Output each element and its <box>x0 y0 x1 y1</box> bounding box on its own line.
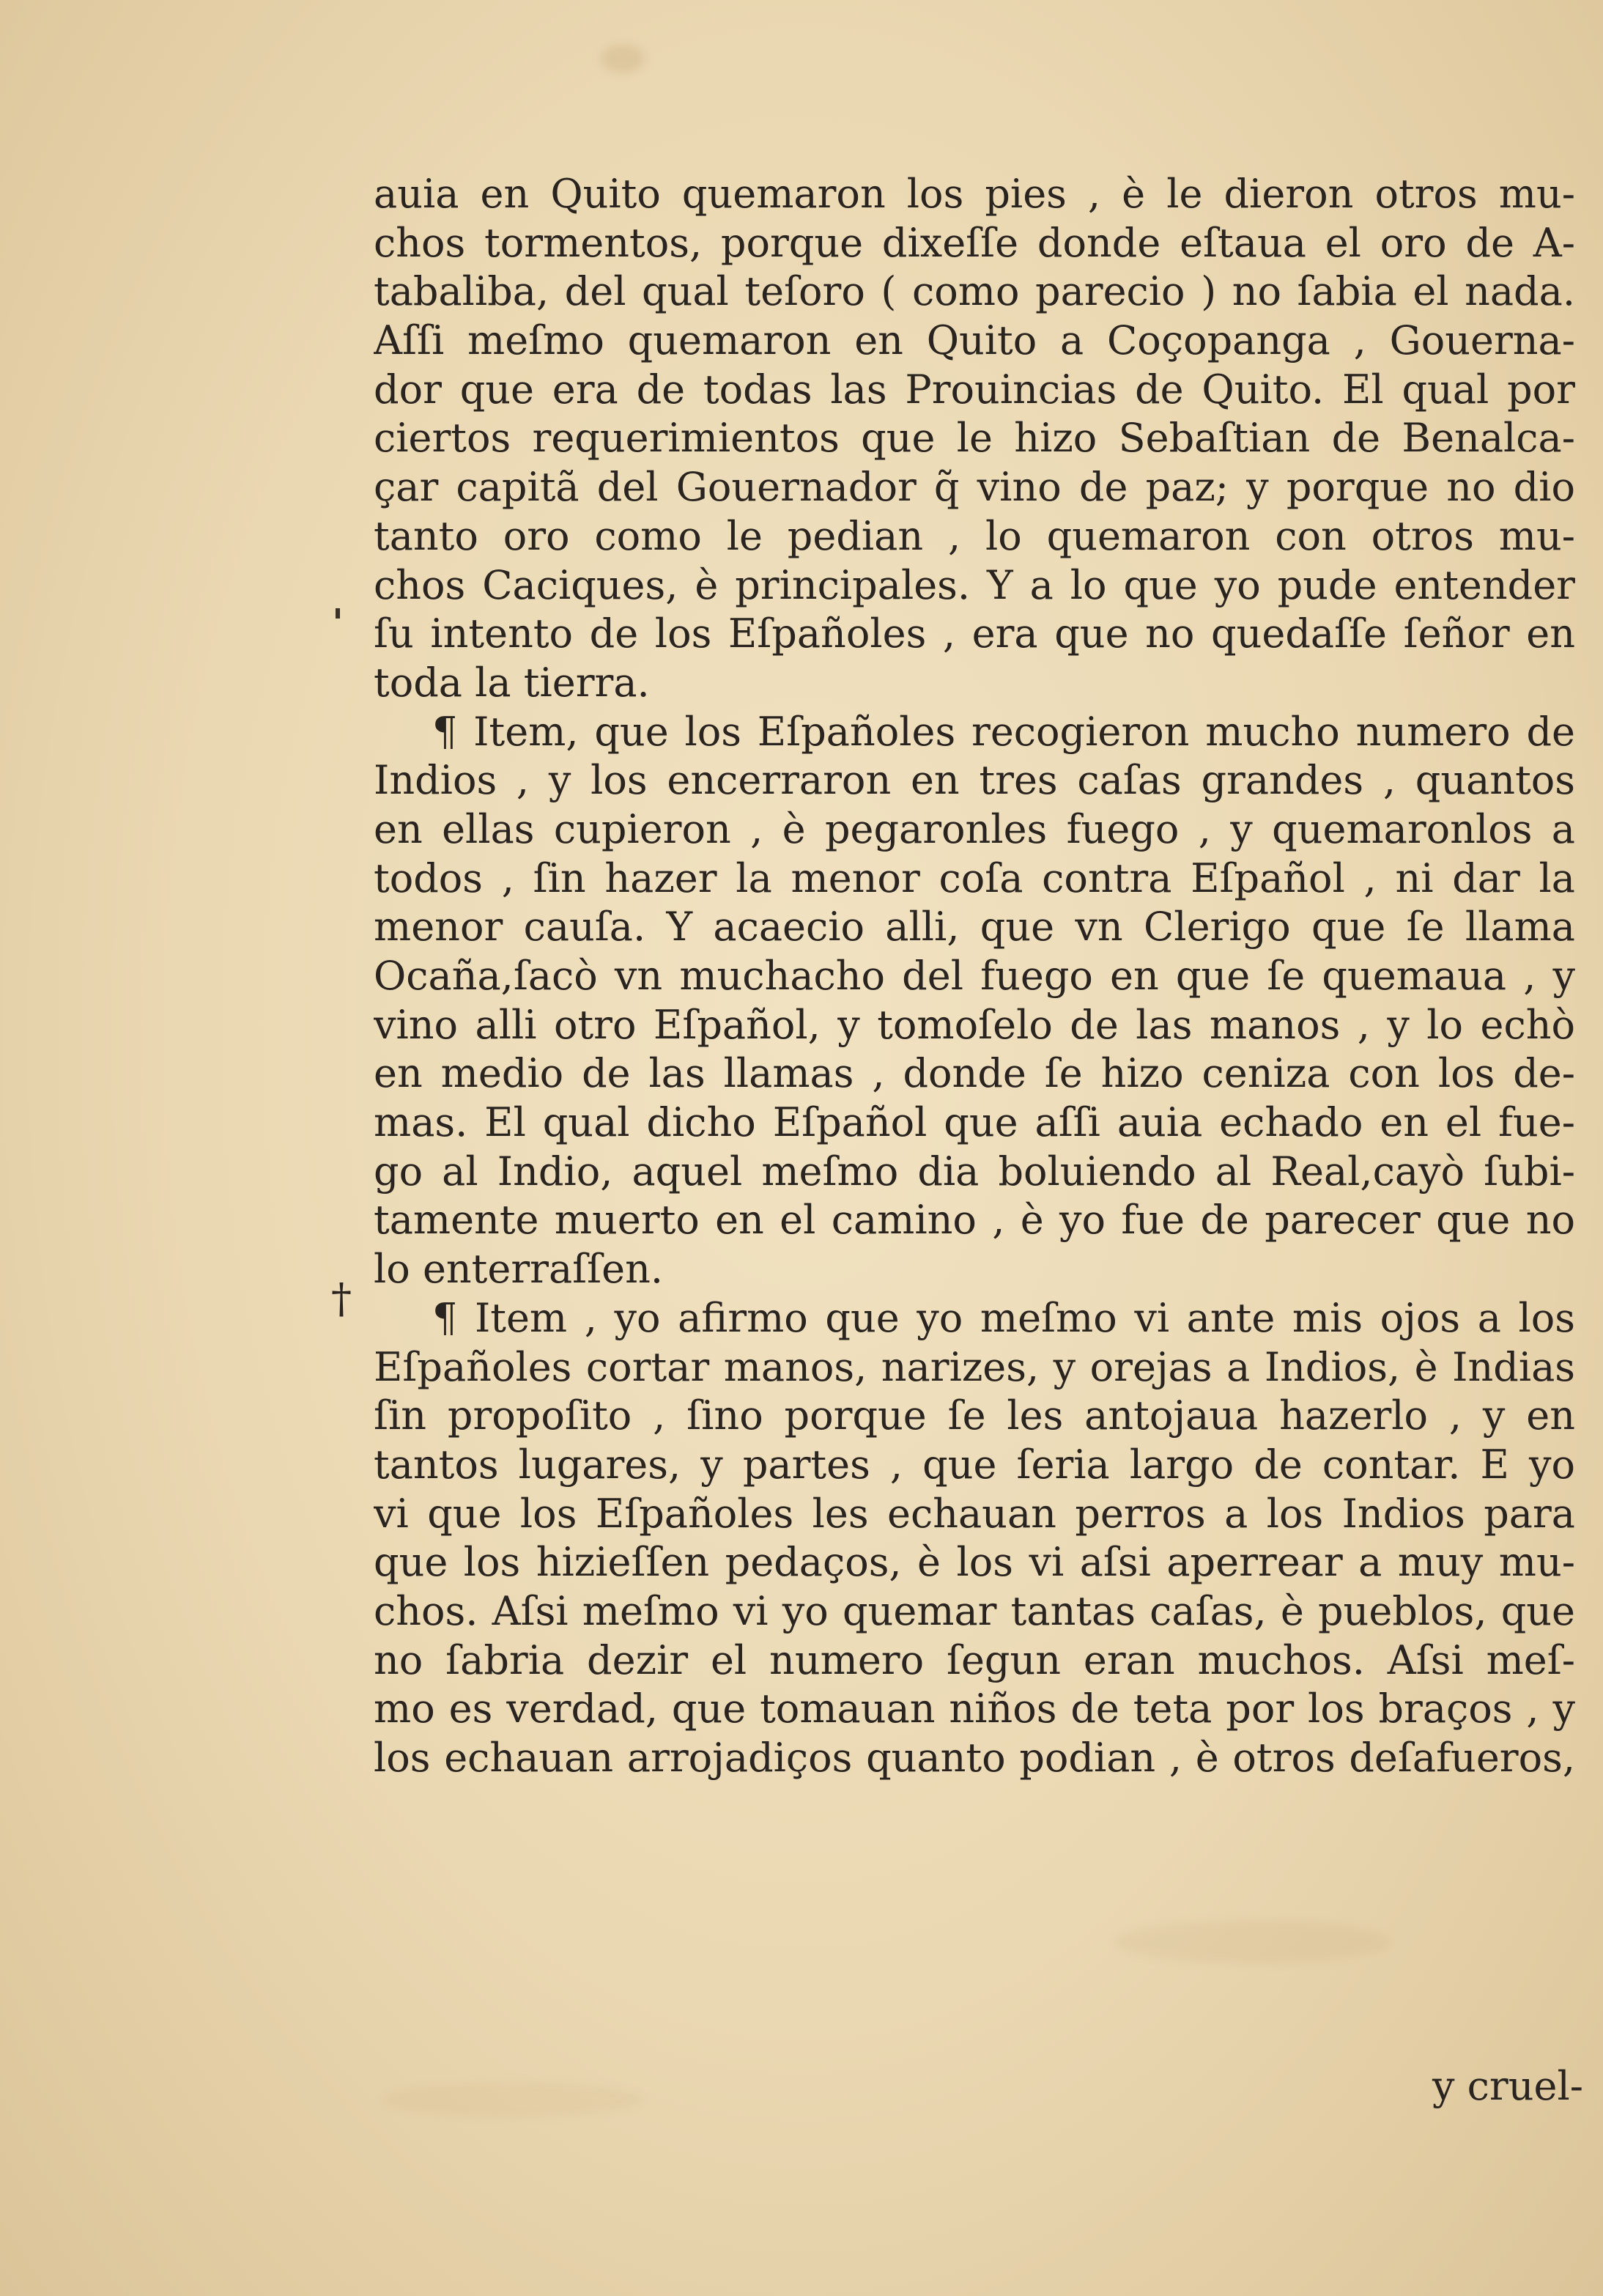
text-line: auia en Quito quemaron los pies , è le dieron otros mu- <box>374 171 1575 217</box>
text-line: los echauan arrojadiços quanto podian , è otros deſafueros, <box>374 1735 1575 1781</box>
text-line: lo enterraſſen. <box>374 1246 664 1293</box>
text-line: vino alli otro Eſpañol, y tomoſelo de las manos , y lo echò <box>374 1001 1575 1048</box>
text-line: chos. Aſsi meſmo vi yo quemar tantas caſas, è pueblos, que <box>374 1587 1575 1634</box>
text-line: tabaliba, del qual teſoro ( como parecio ) no ſabia el nada. <box>374 268 1575 315</box>
text-line: mo es verdad, que tomauan niños de teta por los braços , y <box>374 1686 1575 1732</box>
text-line: tantos lugares, y partes , que ſeria largo de contar. E yo <box>374 1441 1575 1488</box>
text-line: dor que era de todas las Prouincias de Quito. El qual por <box>374 366 1575 413</box>
text-line: mas. El qual dicho Eſpañol que aſſi auia echado en el fue- <box>374 1099 1575 1146</box>
text-line: go al Indio, aquel meſmo dia boluiendo al Real,cayò ſubi- <box>374 1148 1575 1195</box>
text-line: que los hizieſſen pedaços, è los vi aſsi aperrear a muy mu- <box>374 1539 1575 1586</box>
text-line: menor cauſa. Y acaecio alli, que vn Clerigo que ſe llama <box>374 904 1575 950</box>
text-line: Aſſi meſmo quemaron en Quito a Coçopanga , Gouerna- <box>374 317 1575 364</box>
text-line: en medio de las llamas , donde ſe hizo ceniza con los de- <box>374 1050 1575 1097</box>
text-line: Eſpañoles cortar manos, narizes, y orejas a Indios, è Indias <box>374 1343 1575 1390</box>
text-line: vi que los Eſpañoles les echauan perros a los Indios para <box>374 1490 1575 1537</box>
body-text <box>374 170 1575 1783</box>
text-line: Indios , y los encerraron en tres caſas grandes , quantos <box>374 757 1575 804</box>
text-line: ciertos requerimientos que le hizo Sebaſtian de Benalca- <box>374 415 1575 462</box>
text-line: ſu intento de los Eſpañoles , era que no quedaſſe ſeñor en <box>374 610 1575 657</box>
text-line: çar capitã del Gouernador q̃ vino de paz; y porque no dio <box>374 464 1575 511</box>
paragraph-start-line: ¶ Item , yo afirmo que yo meſmo vi ante mis ojos a los <box>432 1294 1575 1341</box>
text-line: chos Caciques, è principales. Y a lo que yo pude entender <box>374 561 1575 608</box>
margin-dagger-mark: † <box>331 1275 352 1323</box>
text-line: Ocaña,ſacò vn muchacho del fuego en que ſe quemaua , y <box>374 953 1575 999</box>
text-line: toda la tierra. <box>374 659 650 706</box>
paper-stain <box>601 44 645 73</box>
text-line: ſin propoſito , ſino porque ſe les antojaua hazerlo , y en <box>374 1392 1575 1439</box>
paper-stain <box>381 2081 645 2118</box>
catchword: y cruel- <box>1432 2063 1583 2109</box>
text-line: tanto oro como le pedian , lo quemaron con otros mu- <box>374 512 1575 559</box>
margin-mark-dot <box>336 608 340 619</box>
text-line: en ellas cupieron , è pegaronles fuego , y quemaronlos a <box>374 805 1575 852</box>
text-line: todos , ſin hazer la menor coſa contra Eſpañol , ni dar la <box>374 854 1575 901</box>
text-line: chos tormentos, porque dixeſſe donde eſtaua el oro de A- <box>374 219 1575 266</box>
text-line: tamente muerto en el camino , è yo fue de parecer que no <box>374 1197 1575 1244</box>
paragraph-start-line: ¶ Item, que los Eſpañoles recogieron mucho numero de <box>432 708 1575 755</box>
paper-stain <box>1114 1920 1392 1964</box>
text-line: no ſabria dezir el numero ſegun eran muchos. Aſsi meſ- <box>374 1636 1575 1683</box>
